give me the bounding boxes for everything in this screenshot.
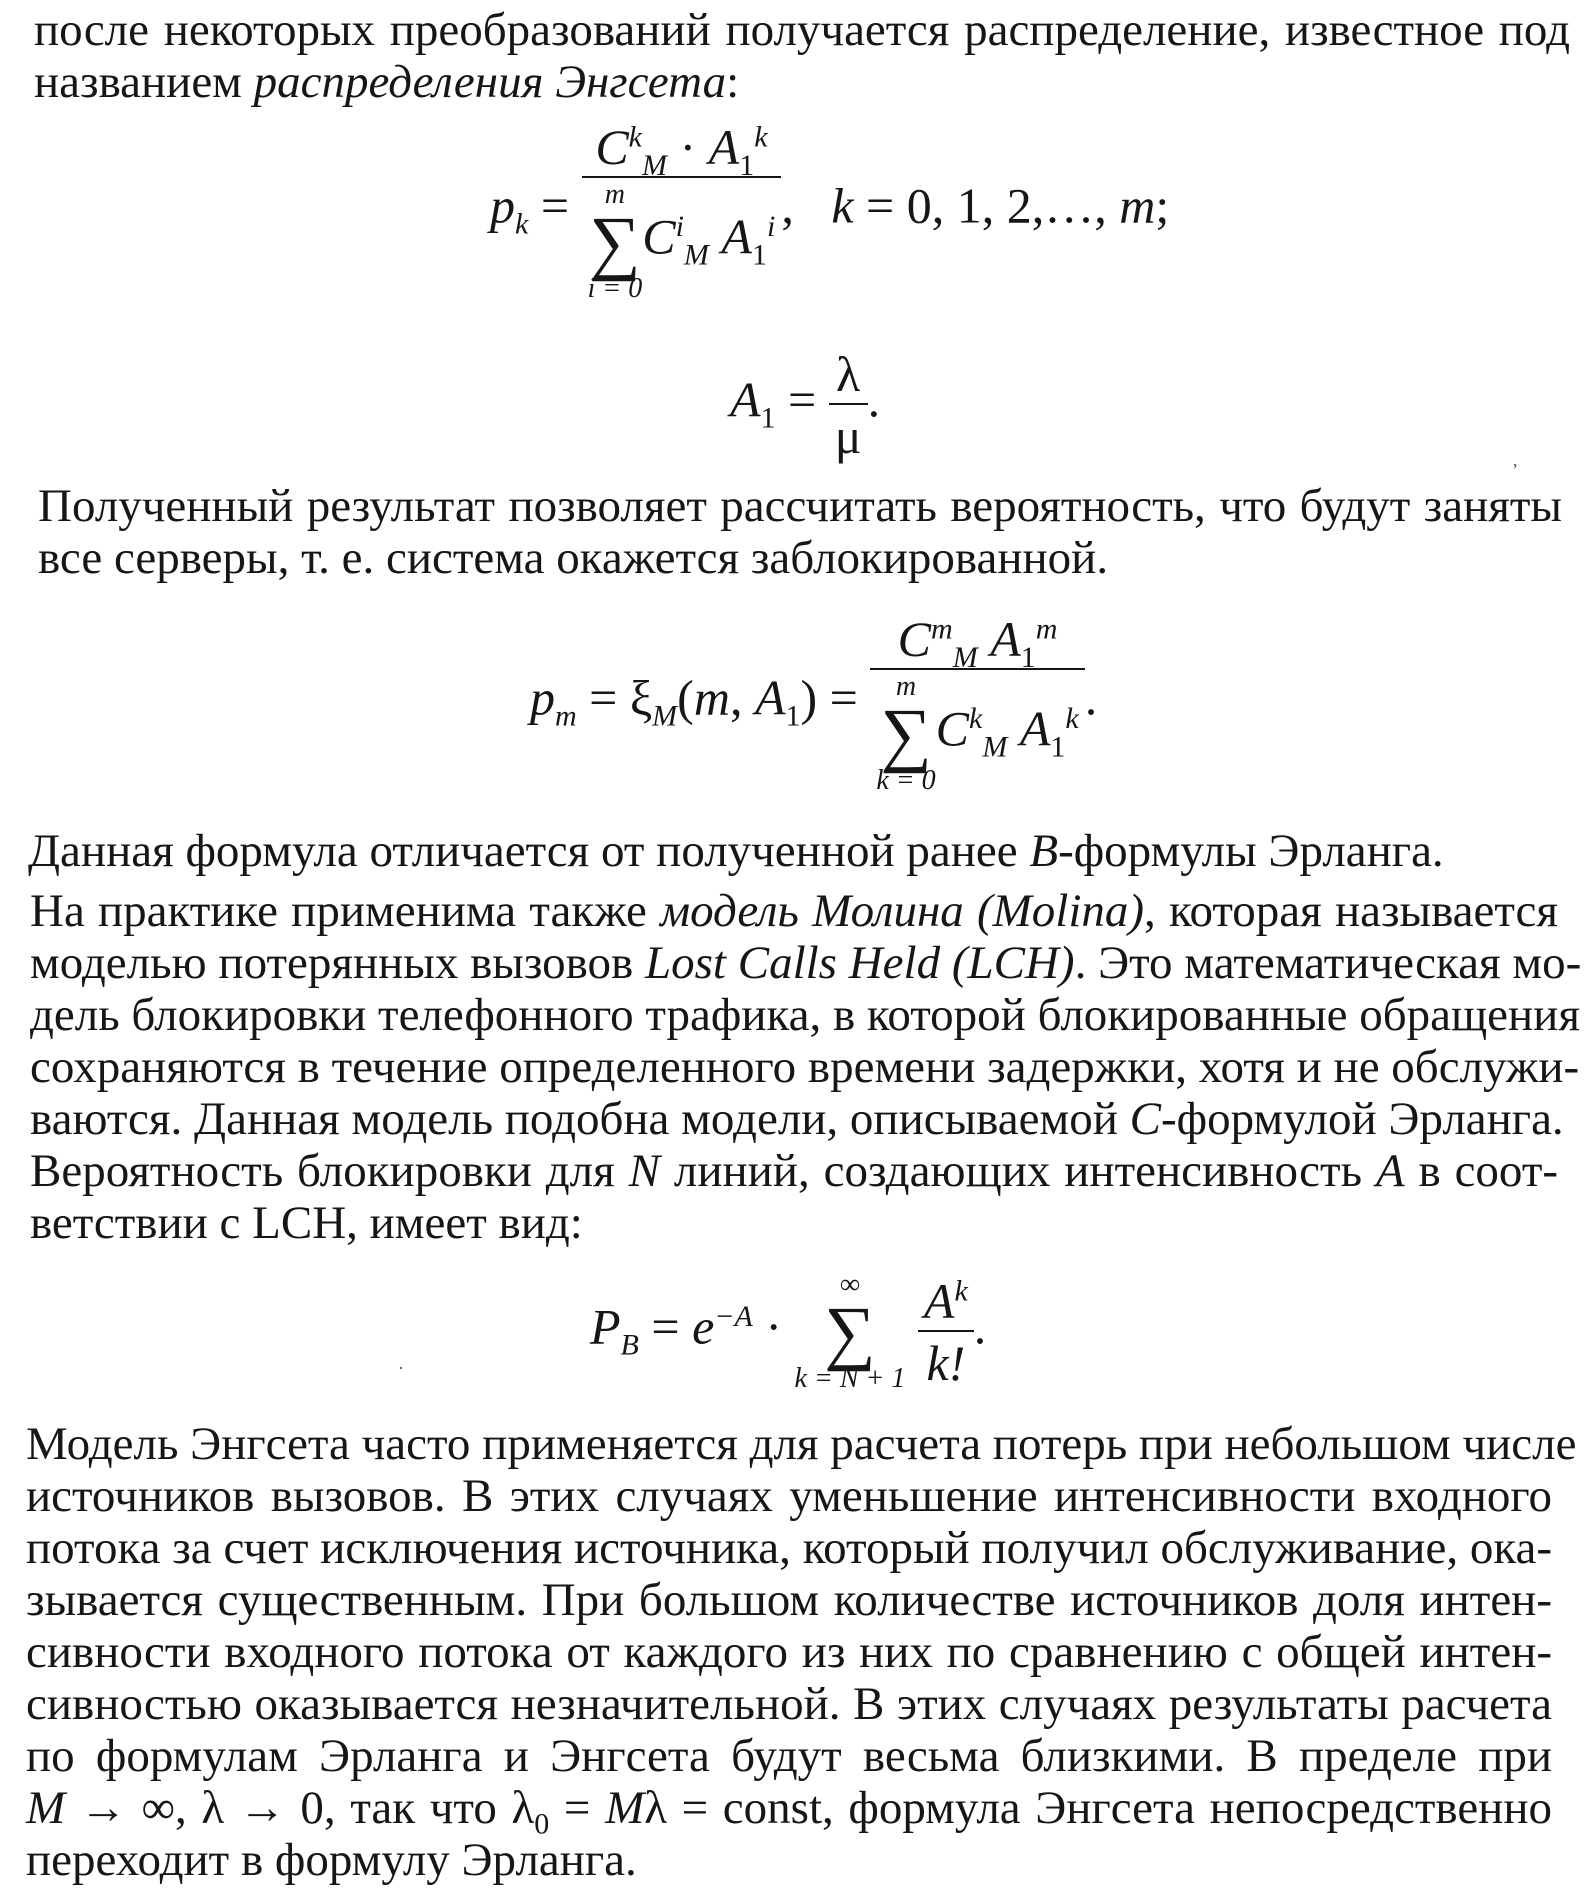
- scan-artifact: ·: [398, 1358, 404, 1378]
- fraction-denominator: [582, 176, 782, 304]
- sigma-symbol: ∑: [824, 1292, 876, 1372]
- formula-lch-probability: [590, 1270, 986, 1394]
- text-span: =: [549, 1782, 606, 1834]
- text-line: [28, 825, 1570, 877]
- text-line: [30, 937, 1582, 989]
- symbol: A: [990, 611, 1021, 667]
- fraction: [870, 610, 1084, 796]
- text-span: . Это математическая мо-: [1074, 937, 1582, 989]
- subscript: 1: [760, 401, 776, 435]
- text-span: :: [726, 56, 740, 108]
- symbol: A: [721, 208, 752, 265]
- fraction-numerator: λ: [836, 346, 861, 402]
- text-span: ваются. Данная модель подобна модели, описываемой: [30, 1093, 1130, 1145]
- superscript: k: [1065, 701, 1079, 735]
- fraction-numerator: [918, 1272, 974, 1330]
- superscript: i: [766, 209, 776, 243]
- text-span: λ = const, формула Энгсета непосредственно: [644, 1782, 1552, 1834]
- summation: [795, 1270, 906, 1394]
- symbol: A: [1375, 1145, 1405, 1197]
- superscript: k: [969, 701, 983, 735]
- punctuation: .: [867, 371, 881, 428]
- sum-lower-limit: i = 0: [587, 273, 643, 304]
- text-line: после некоторых преобразований получается распределение, известное под: [34, 4, 1570, 56]
- text-line: источников вызовов. В этих случаях уменьшение интенсивности входного: [26, 1470, 1552, 1522]
- paragraph-molina-model: [22, 885, 1582, 1249]
- equals-sign: =: [540, 177, 570, 234]
- paren: (: [677, 669, 694, 726]
- text-line: ветствии с LCH, имеет вид:: [30, 1197, 583, 1249]
- operator: ·: [765, 1298, 783, 1355]
- fraction-numerator: [870, 610, 1084, 674]
- text-line: сохраняются в течение определенного времени задержки, хотя и не обслужи-: [30, 1041, 1580, 1093]
- text-line: все серверы, т. е. система окажется заблокированной.: [38, 532, 1109, 584]
- subscript: M: [952, 641, 978, 674]
- sigma-symbol: ∑: [880, 694, 932, 774]
- formula-engset-distribution: [490, 118, 1169, 304]
- subscript: 1: [739, 149, 755, 182]
- text-line: [34, 56, 1570, 108]
- punctuation: ;: [1155, 177, 1170, 234]
- fraction: [918, 1272, 974, 1392]
- punctuation: .: [973, 1298, 987, 1355]
- subscript: 1: [751, 238, 767, 272]
- fraction-denominator: k!: [918, 1330, 974, 1392]
- symbol: e: [692, 1298, 715, 1355]
- text-span: На практике применима также: [30, 885, 661, 937]
- subscript: 1: [1050, 730, 1066, 764]
- symbol: C: [642, 208, 676, 265]
- subscript: B: [620, 1328, 639, 1362]
- summation: [588, 180, 643, 304]
- text-line: Полученный результат позволяет рассчитать вероятность, что будут заняты: [38, 480, 1562, 532]
- text-line: по формулам Эрланга и Энгсета будут весьма близкими. В пределе при: [26, 1730, 1552, 1782]
- symbol: ξ: [629, 669, 653, 726]
- subscript: 1: [1020, 641, 1036, 674]
- term-molina-model: модель Молина (Molina): [660, 885, 1145, 937]
- text-span: Вероятность блокировки для: [30, 1145, 629, 1197]
- fraction: [582, 118, 782, 304]
- text-span: линий, создающих интенсивность: [660, 1145, 1376, 1197]
- text-span: в соот-: [1404, 1145, 1559, 1197]
- subscript: M: [683, 238, 709, 272]
- text-span: → ∞, λ → 0, так что λ: [65, 1782, 535, 1834]
- fraction: [829, 345, 868, 465]
- symbol: A: [923, 1273, 955, 1329]
- superscript: m: [1035, 612, 1058, 646]
- symbol: p: [490, 177, 515, 234]
- text-span: , которая называется: [1144, 885, 1558, 937]
- sigma-symbol: ∑: [589, 202, 641, 282]
- formula-blocking-probability: [530, 610, 1097, 796]
- equals-sign: =: [651, 1298, 680, 1355]
- punctuation: ,: [781, 177, 794, 234]
- symbol: m: [693, 669, 730, 726]
- text-line: переходит в формулу Эрланга.: [26, 1834, 637, 1886]
- subscript: 1: [785, 699, 801, 733]
- scan-artifact: ’: [1512, 460, 1518, 480]
- symbol: M: [26, 1782, 66, 1834]
- superscript: i: [675, 209, 684, 243]
- text-line: сивностью оказывается незначительной. В этих случаях результаты расчета: [26, 1678, 1552, 1730]
- sum-lower-limit: k = N + 1: [794, 1363, 906, 1394]
- paragraph-difference: [22, 825, 1570, 877]
- text-span: названием: [34, 56, 254, 108]
- text-line: дель блокировки телефонного трафика, в которой блокированные обращения: [30, 989, 1580, 1041]
- fraction-denominator: μ: [829, 403, 868, 465]
- subscript: M: [982, 730, 1008, 764]
- symbol: A: [708, 119, 740, 175]
- text-span: -формулой Эрланга.: [1160, 1093, 1564, 1145]
- superscript: m: [931, 612, 953, 646]
- subscript: k: [515, 207, 529, 241]
- symbol: A: [1019, 700, 1051, 757]
- range-text: = 0, 1, 2,…,: [866, 177, 1107, 234]
- symbol: C: [935, 700, 970, 757]
- symbol: N: [628, 1145, 660, 1197]
- summation: [876, 672, 935, 796]
- text-line: [26, 1782, 1552, 1841]
- paren: ): [800, 669, 818, 726]
- symbol: C: [595, 119, 629, 175]
- sum-upper-limit: m: [895, 671, 917, 702]
- fraction-numerator: [582, 118, 782, 182]
- punctuation: .: [1084, 669, 1098, 726]
- symbol: C: [897, 611, 932, 667]
- text-line: [30, 885, 1558, 937]
- symbol: B: [1029, 825, 1059, 877]
- text-line: потока за счет исключения источника, который получил обслуживание, ока-: [26, 1522, 1552, 1574]
- text-line: [30, 1093, 1564, 1145]
- fraction-denominator: [870, 668, 1084, 796]
- symbol: P: [590, 1298, 621, 1355]
- text-span: -формулы Эрланга.: [1058, 825, 1444, 877]
- symbol: A: [754, 669, 786, 726]
- equals-sign: =: [788, 371, 817, 428]
- symbol: A: [730, 371, 761, 428]
- text-line: сивности входного потока от каждого из них по сравнению с общей интен-: [26, 1626, 1552, 1678]
- symbol: p: [530, 669, 555, 726]
- formula-a1: [730, 345, 880, 465]
- superscript: k: [954, 1274, 968, 1308]
- superscript: k: [754, 120, 768, 154]
- subscript: M: [642, 149, 667, 182]
- term-lch: Lost Calls Held (LCH): [644, 937, 1075, 989]
- paragraph-engset-usage: [22, 1418, 1577, 1886]
- text-line: [30, 1145, 1558, 1197]
- text-line: зывается существенным. При большом количестве источников доля интен-: [26, 1574, 1552, 1626]
- equals-sign: =: [589, 669, 618, 726]
- subscript: 0: [534, 1807, 550, 1841]
- sum-upper-limit: ∞: [839, 1269, 860, 1300]
- subscript: M: [652, 699, 678, 733]
- subscript: m: [555, 699, 577, 733]
- sum-lower-limit: k = 0: [876, 765, 936, 796]
- operator: ·: [679, 119, 697, 175]
- symbol: m: [1119, 177, 1156, 234]
- term-engset-distribution: распределения Энгсета: [253, 56, 727, 108]
- sum-upper-limit: m: [604, 179, 625, 210]
- symbol: k: [831, 177, 854, 234]
- equals-sign: =: [829, 669, 858, 726]
- text-span: Данная формула отличается от полученной ранее: [28, 825, 1030, 877]
- paragraph-result: [22, 480, 1562, 584]
- superscript: −A: [714, 1299, 753, 1333]
- superscript: k: [628, 120, 642, 154]
- text-span: моделью потерянных вызовов: [30, 937, 645, 989]
- symbol: M: [605, 1782, 645, 1834]
- symbol: C: [1129, 1093, 1161, 1145]
- punctuation: ,: [729, 669, 755, 726]
- text-line: Модель Энгсета часто применяется для расчета потерь при небольшом числе: [26, 1418, 1577, 1470]
- paragraph-intro: [22, 4, 1570, 108]
